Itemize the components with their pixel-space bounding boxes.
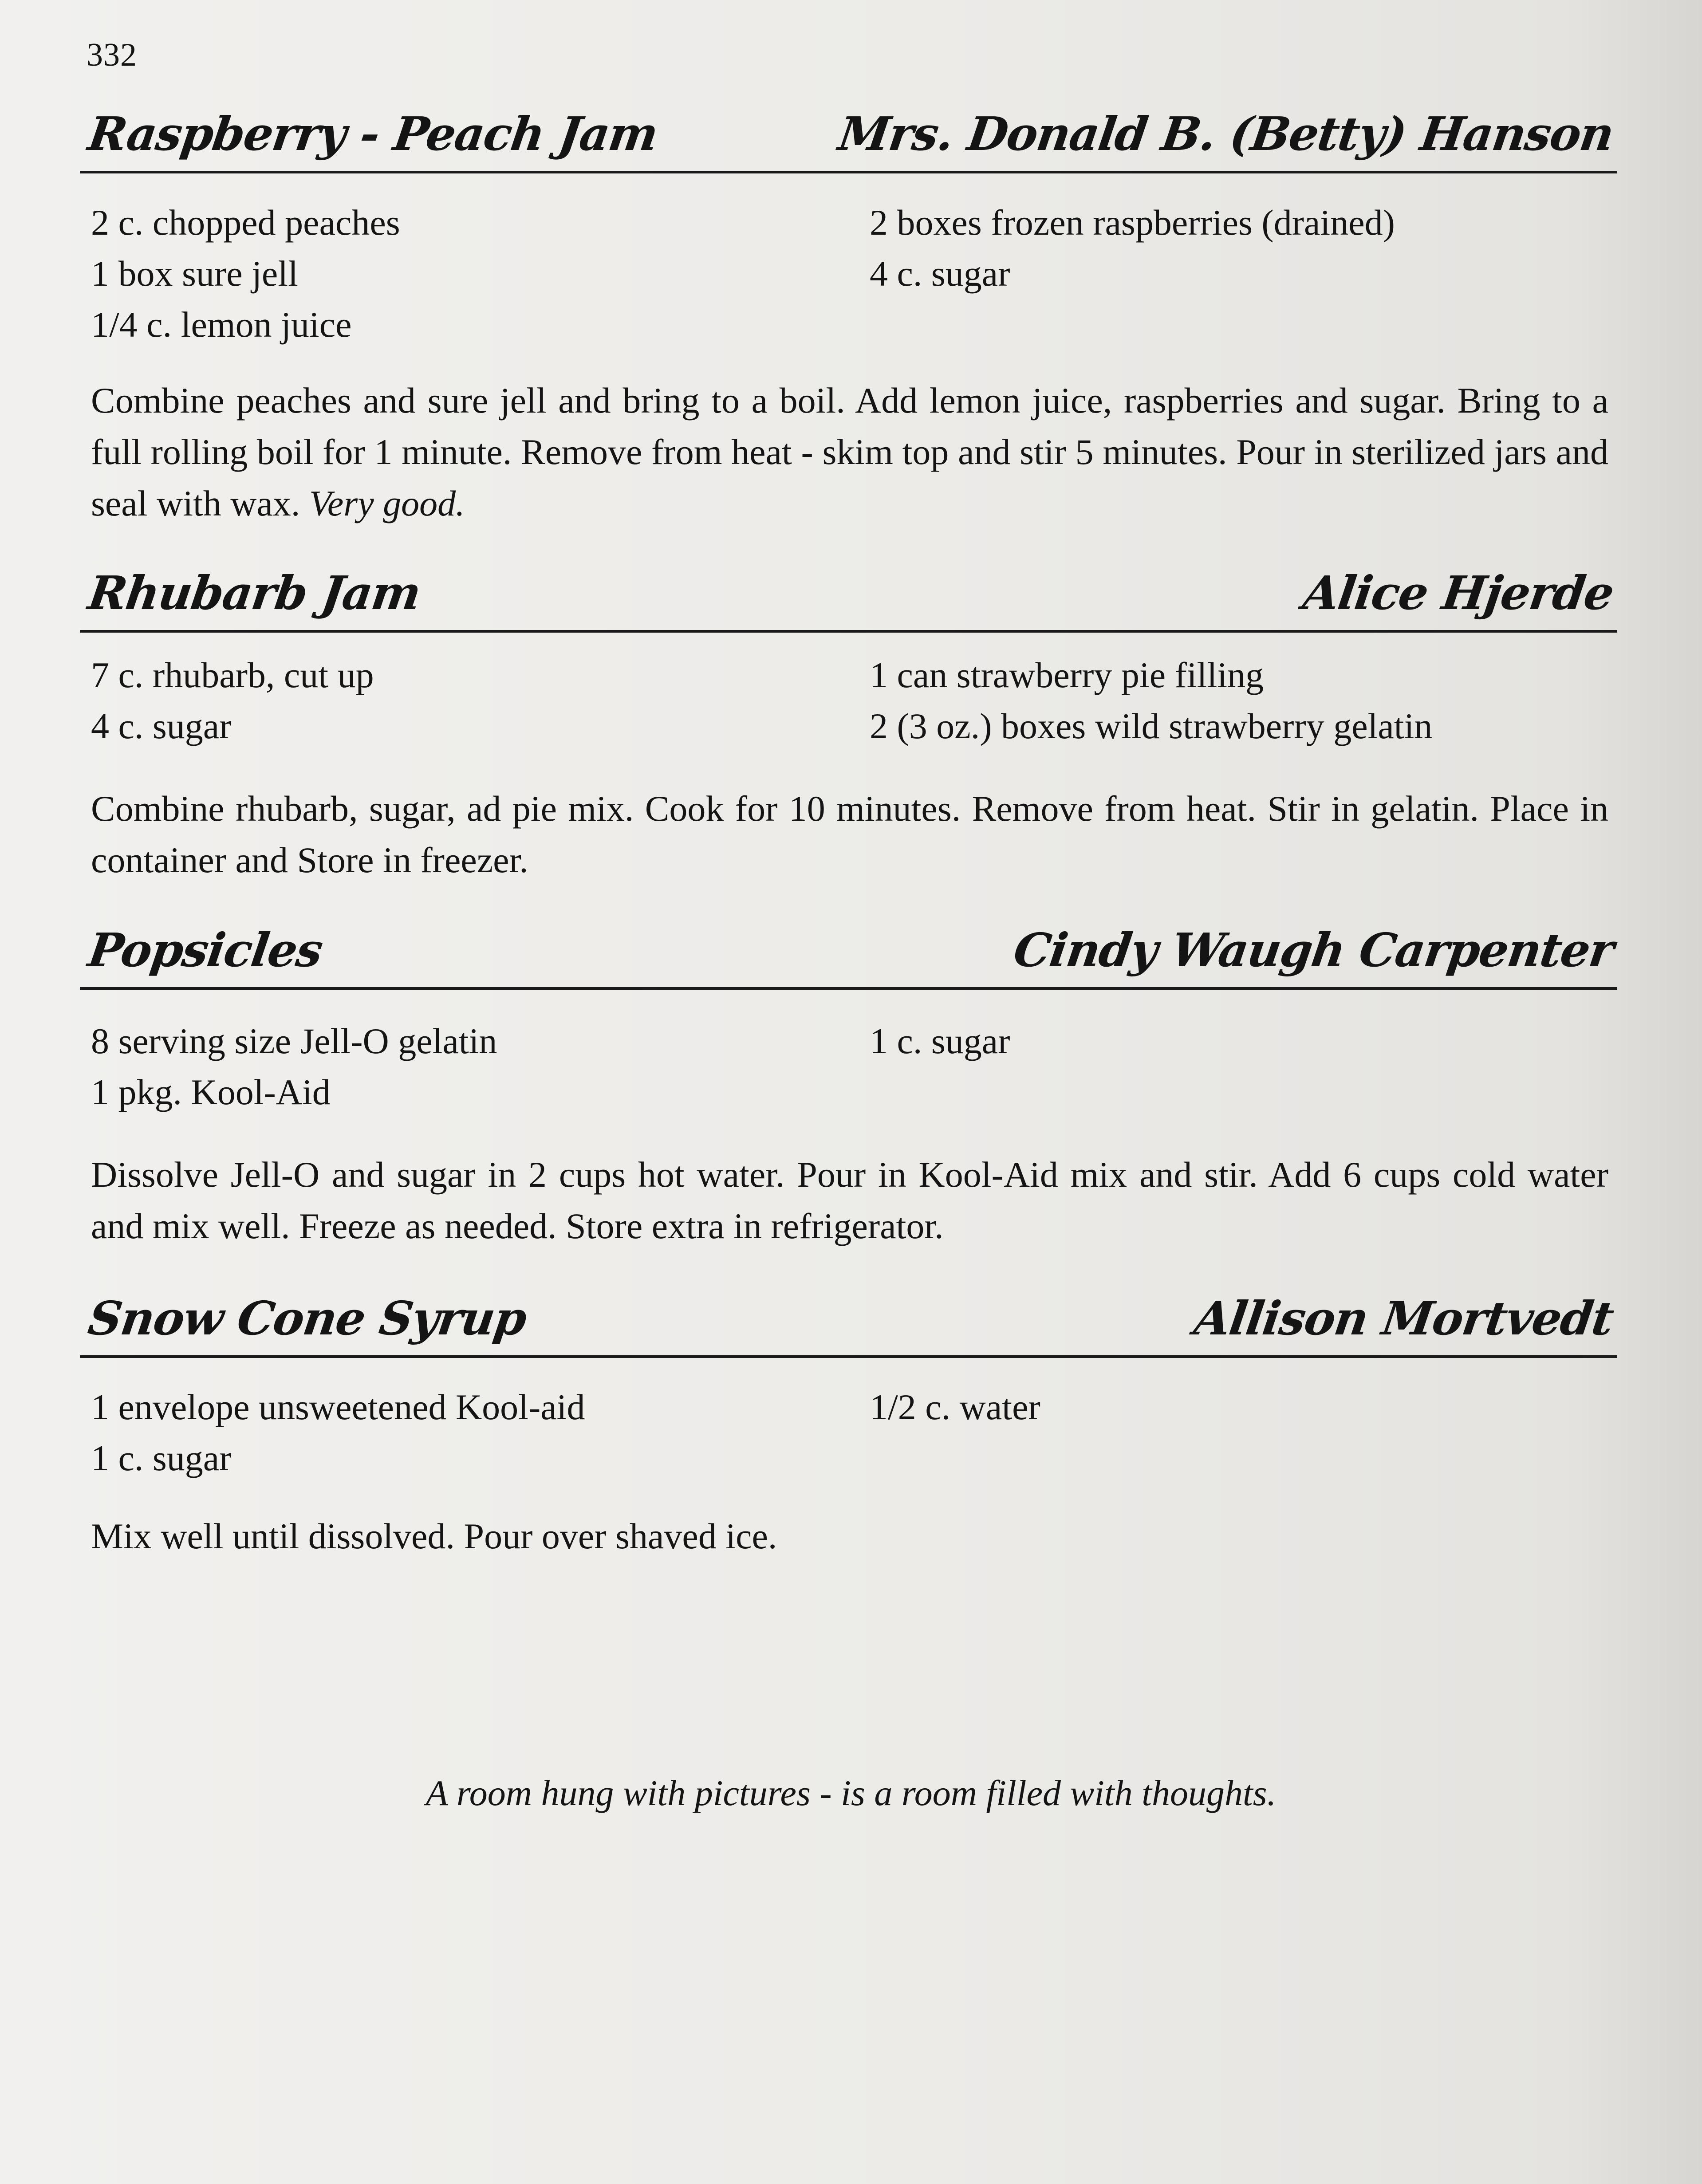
- ingredient: 1 c. sugar: [870, 1021, 1010, 1061]
- recipe-author: Allison Mortvedt: [1191, 1291, 1617, 1346]
- recipe-title-row: [80, 1289, 1617, 1358]
- recipe-title: Raspberry - Peach Jam: [85, 106, 661, 161]
- ingredient: 1 pkg. Kool-Aid: [91, 1072, 331, 1112]
- recipe-directions: Mix well until dissolved. Pour over shaved ice.: [91, 1516, 777, 1556]
- recipe-title-row: [80, 563, 1617, 633]
- ingredient: 1 can strawberry pie filling: [870, 655, 1264, 695]
- ingredient: 1 c. sugar: [91, 1438, 232, 1478]
- ingredient: 1 box sure jell: [91, 253, 298, 294]
- recipe-title-row: [80, 921, 1617, 990]
- recipe-directions: Dissolve Jell-O and sugar in 2 cups hot water. Pour in Kool-Aid mix and stir. Add 6 cups cold water and mix well. Freeze as needed. Store extra in refrigerator.: [91, 1154, 1608, 1246]
- recipe-title: Snow Cone Syrup: [85, 1291, 530, 1346]
- recipe-note: Very good.: [309, 483, 465, 523]
- recipe-directions: [91, 375, 1608, 529]
- ingredient: 8 serving size Jell-O gelatin: [91, 1021, 497, 1061]
- ingredient: 2 (3 oz.) boxes wild strawberry gelatin: [870, 706, 1433, 746]
- ingredient: 2 c. chopped peaches: [91, 202, 400, 243]
- recipe-author: Alice Hjerde: [1300, 566, 1617, 620]
- ingredient: 2 boxes frozen raspberries (drained): [870, 202, 1395, 243]
- closing-quote: A room hung with pictures - is a room filled with thoughts.: [426, 1773, 1276, 1813]
- ingredient: 4 c. sugar: [870, 253, 1010, 294]
- directions-text: Combine peaches and sure jell and bring to a boil. Add lemon juice, raspberries and sugar. Bring to a full rolling boil for 1 minute. Remove from heat - skim top and stir 5 minutes. Pour in sterilized jars and seal with wax.: [91, 380, 1608, 523]
- ingredient: 1/2 c. water: [870, 1387, 1040, 1427]
- ingredient: 1 envelope unsweetened Kool-aid: [91, 1387, 585, 1427]
- ingredient: 1/4 c. lemon juice: [91, 304, 352, 345]
- bleed-through-decoration: [976, 1650, 985, 1690]
- page-number: 332: [87, 37, 137, 73]
- recipe-title: Rhubarb Jam: [85, 566, 424, 620]
- recipe-directions: Combine rhubarb, sugar, ad pie mix. Cook for 10 minutes. Remove from heat. Stir in gelatin. Place in container and Store in freezer.: [91, 788, 1608, 880]
- recipe-title: Popsicles: [85, 923, 326, 977]
- recipe-author: Mrs. Donald B. (Betty) Hanson: [835, 106, 1617, 161]
- recipe-author: Cindy Waugh Carpenter: [1010, 923, 1617, 977]
- recipe-title-row: [80, 104, 1617, 173]
- ingredient: 7 c. rhubarb, cut up: [91, 655, 374, 695]
- ingredient: 4 c. sugar: [91, 706, 232, 746]
